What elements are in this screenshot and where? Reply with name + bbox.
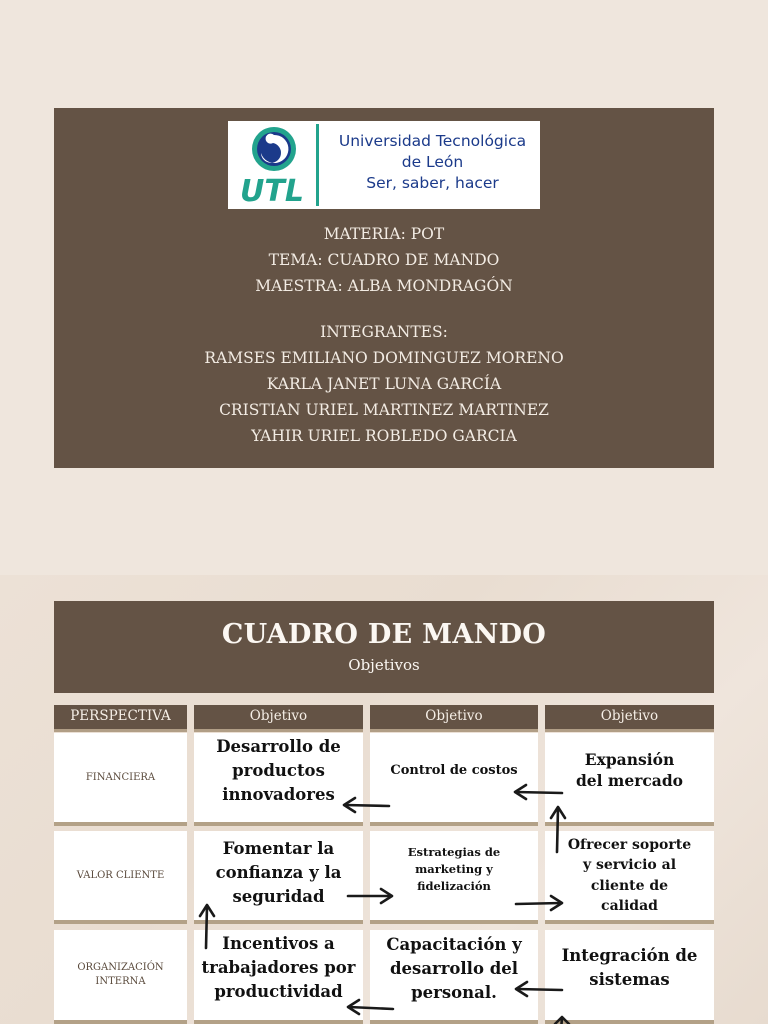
logo-mark-text: UTL <box>240 174 304 207</box>
objective-text: Estrategias de marketing y fidelización <box>407 845 501 893</box>
university-motto: Ser, saber, hacer <box>366 174 499 192</box>
slide-title-band <box>54 601 714 693</box>
objective-text: Fomentar la confianza y la seguridad <box>215 839 342 906</box>
slide-subtitle: Objetivos <box>348 656 420 674</box>
perspective-valor-cliente <box>54 831 187 924</box>
logo-divider <box>316 124 319 206</box>
perspective-label: FINANCIERA <box>85 771 156 783</box>
header-perspectiva: PERSPECTIVA <box>54 705 187 732</box>
objective-text: Integración de sistemas <box>561 946 698 989</box>
objective-cell <box>370 733 538 826</box>
integrante-3: CRISTIAN URIEL MARTINEZ MARTINEZ <box>219 401 549 419</box>
objective-text: Capacitación y desarrollo del personal. <box>386 935 522 1002</box>
university-name-line2: de León <box>401 153 464 171</box>
cover-info <box>54 221 714 449</box>
header-objetivo-2: Objetivo <box>370 705 538 732</box>
slide-title: CUADRO DE MANDO <box>221 619 547 650</box>
integrantes-label: INTEGRANTES: <box>320 323 448 341</box>
university-name-line1: Universidad Tecnológica <box>338 132 527 150</box>
header-objetivo-1: Objetivo <box>194 705 363 732</box>
perspective-label: VALOR CLIENTE <box>76 869 165 881</box>
maestra-line: MAESTRA: ALBA MONDRAGÓN <box>255 277 513 295</box>
perspective-label: ORGANIZACIÓN INTERNA <box>77 962 164 987</box>
objective-text: Ofrecer soporte y servicio al cliente de calidad <box>567 836 692 914</box>
objective-cell <box>545 733 714 826</box>
objective-text: Desarrollo de productos innovadores <box>216 737 341 804</box>
integrante-1: RAMSES EMILIANO DOMINGUEZ MORENO <box>204 349 564 367</box>
objective-cell <box>194 831 363 924</box>
integrante-2: KARLA JANET LUNA GARCÍA <box>266 375 502 393</box>
header-objetivo-3: Objetivo <box>545 705 714 732</box>
objective-text: Incentivos a trabajadores por productividad <box>201 934 356 1001</box>
objective-cell <box>194 733 363 826</box>
cover-panel <box>54 108 714 468</box>
perspective-organizacion-interna <box>54 930 187 1024</box>
objective-text: Control de costos <box>390 763 518 778</box>
objective-cell <box>545 930 714 1024</box>
university-logo <box>228 121 540 209</box>
tema-line: TEMA: CUADRO DE MANDO <box>268 251 500 269</box>
materia-line: MATERIA: POT <box>323 225 445 243</box>
objective-text: Expansión del mercado <box>575 749 684 790</box>
integrante-4: YAHIR URIEL ROBLEDO GARCIA <box>251 427 517 445</box>
objective-cell <box>370 831 538 924</box>
objective-cell <box>545 831 714 924</box>
perspective-financiera <box>54 733 187 826</box>
objective-cell <box>194 930 363 1024</box>
utl-emblem-icon <box>234 123 316 207</box>
university-name <box>330 131 535 194</box>
objective-cell <box>370 930 538 1024</box>
